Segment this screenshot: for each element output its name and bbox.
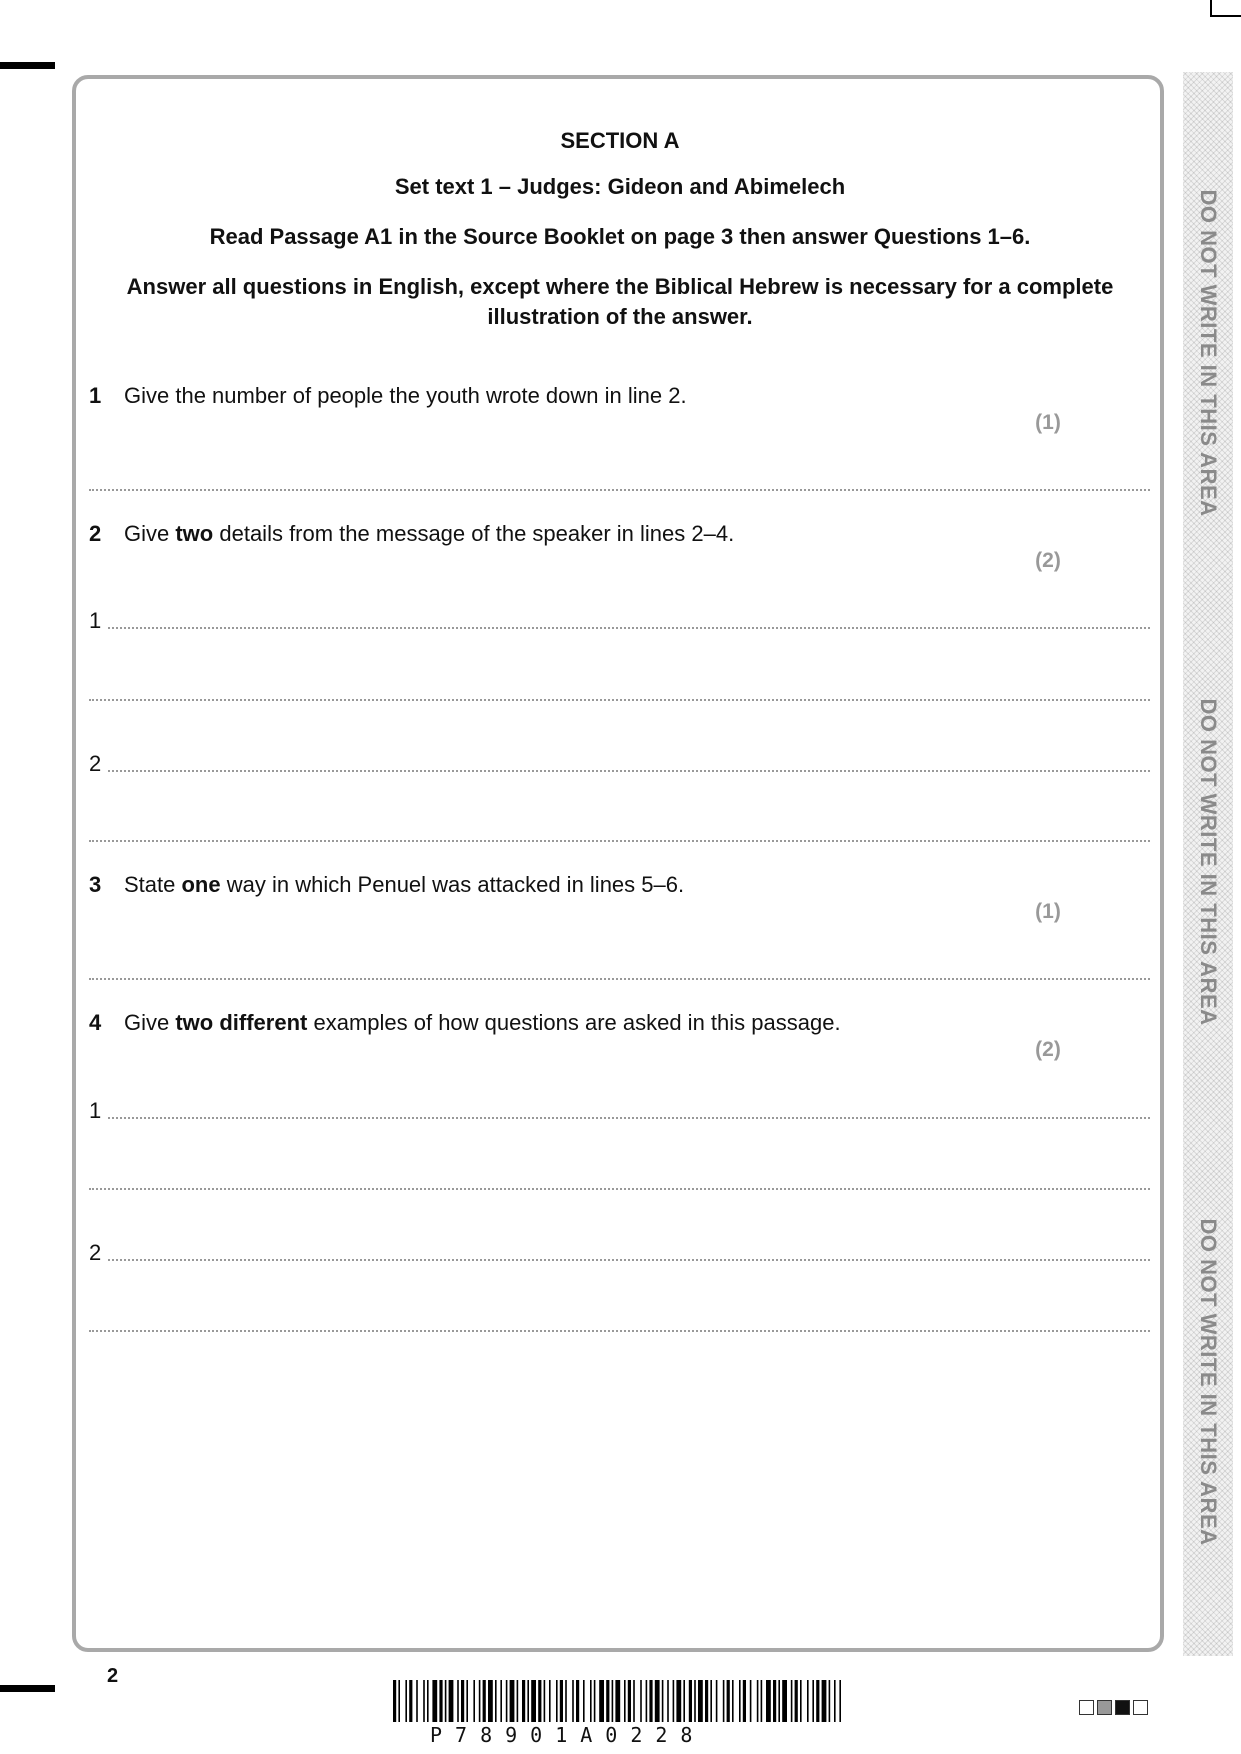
question-3 [89,871,684,899]
barcode-bar [517,1680,519,1722]
barcode-bar [466,1680,468,1722]
answer-line-label: 2 [89,1240,102,1265]
answer-line-label: 2 [89,751,102,776]
barcode-bar [506,1680,508,1722]
barcode-bar [405,1680,407,1722]
barcode-bar [822,1680,827,1722]
answer-line[interactable] [108,1117,1150,1119]
indicator-box [1079,1700,1094,1715]
answer-instruction-line-2: illustration of the answer. [487,304,753,329]
barcode-bar [624,1680,626,1722]
barcode-bar [705,1680,708,1722]
barcode-bar [398,1680,400,1722]
crop-mark-top-right [1210,0,1212,15]
answer-line[interactable] [89,978,1150,980]
barcode-bar [560,1680,563,1722]
barcode-bar [782,1680,787,1722]
barcode-bar [522,1680,525,1722]
barcode-bar [549,1680,551,1722]
barcode-bar [633,1680,635,1722]
barcode-bar [628,1680,631,1722]
barcode-bar [773,1680,776,1722]
question-text-emphasis: two different [175,1010,308,1035]
section-title: SECTION A [560,128,680,153]
barcode-bar [439,1680,442,1722]
barcode-bar [473,1680,475,1722]
barcode-bar [576,1680,579,1722]
indicator-box [1133,1700,1148,1715]
answer-line[interactable] [108,627,1150,629]
question-2 [89,520,734,548]
answer-line-label: 1 [89,608,102,633]
barcode-bar [640,1680,642,1722]
barcode-bar [655,1680,660,1722]
barcode-bar [565,1680,567,1722]
barcode-bar [393,1680,396,1722]
question-number: 4 [89,1010,102,1035]
barcode-bar [683,1680,685,1722]
barcode-bar [761,1680,763,1722]
barcode-bar [449,1680,454,1722]
barcode-bar [816,1680,819,1722]
crop-mark-top-right-h [1210,15,1241,17]
barcode-bar [510,1680,515,1722]
barcode-bar [556,1680,558,1722]
barcode-bar [432,1680,437,1722]
barcode-bar [599,1680,604,1722]
crop-mark-bottom-left [0,1685,55,1692]
barcode-bar [757,1680,759,1722]
barcode-bar [594,1680,596,1722]
barcode-bar [800,1680,802,1722]
barcode-bar [698,1680,703,1722]
barcode-bar [445,1680,447,1722]
barcode-bar [743,1680,746,1722]
answer-line[interactable] [108,1259,1150,1261]
barcode-bar [612,1680,614,1722]
question-number: 1 [89,383,102,408]
page-number: 2 [107,1665,119,1687]
question-text: State [124,872,182,897]
barcode-bar [807,1680,809,1722]
barcode-bar [662,1680,664,1722]
question-number: 3 [89,872,102,897]
answer-line[interactable] [89,840,1150,842]
question-4 [89,1009,841,1037]
barcode-bar [676,1680,681,1722]
answer-line[interactable] [89,489,1150,491]
barcode-bar [483,1680,486,1722]
barcode-bar [795,1680,798,1722]
answer-line[interactable] [89,699,1150,701]
barcode-bar [766,1680,771,1722]
barcode-bar [538,1680,541,1722]
barcode-bar [689,1680,692,1722]
barcode-text: P78901A0228 [430,1723,706,1747]
question-text: way in which Penuel was attacked in lines 5–6. [220,872,685,897]
question-1 [89,382,687,410]
barcode-bar [457,1680,459,1722]
question-text-emphasis: one [181,872,221,897]
barcode-icon [393,1680,843,1722]
question-text: Give [124,1010,176,1035]
marks-badge: (1) [1035,900,1061,923]
barcode-bar [778,1680,780,1722]
barcode-bar [649,1680,652,1722]
barcode-bar [739,1680,741,1722]
answer-line-label: 1 [89,1098,102,1123]
marks-badge: (1) [1035,411,1061,434]
barcode-bar [723,1680,725,1722]
barcode-bar [732,1680,734,1722]
question-text: Give the number of people the youth wrote down in line 2. [124,383,687,408]
barcode-bar [694,1680,696,1722]
question-number: 2 [89,521,102,546]
barcode-bar [572,1680,574,1722]
indicator-box [1115,1700,1130,1715]
read-instruction: Read Passage A1 in the Source Booklet on page 3 then answer Questions 1–6. [209,224,1031,249]
barcode-bar [527,1680,529,1722]
barcode-bar [544,1680,546,1722]
barcode-bar [500,1680,502,1722]
barcode-bar [590,1680,592,1722]
barcode-bar [834,1680,836,1722]
answer-line[interactable] [108,770,1150,772]
barcode-bar [750,1680,752,1722]
marks-badge: (2) [1035,1038,1061,1061]
barcode-bar [423,1680,425,1722]
question-text: examples of how questions are asked in this passage. [307,1010,841,1035]
question-text: Give [124,521,176,546]
barcode-bar [583,1680,585,1722]
barcode-bar [461,1680,464,1722]
barcode-bar [488,1680,493,1722]
indicator-box [1097,1700,1112,1715]
barcode-bar [839,1680,841,1722]
barcode-bar [416,1680,418,1722]
crop-mark-top-left [0,62,55,69]
answer-instruction-line-1: Answer all questions in English, except where the Biblical Hebrew is necessary for a complete [126,274,1114,299]
barcode-bar [409,1680,412,1722]
barcode-bar [829,1680,831,1722]
page-indicator-boxes [1079,1700,1148,1715]
barcode-bar [667,1680,669,1722]
barcode-bar [531,1680,536,1722]
set-text-title: Set text 1 – Judges: Gideon and Abimelech [394,174,846,199]
barcode-bar [710,1680,712,1722]
barcode-bar [791,1680,793,1722]
barcode-bar [615,1680,620,1722]
barcode-bar [606,1680,609,1722]
barcode-bar [646,1680,648,1722]
question-text: details from the message of the speaker in lines 2–4. [213,521,735,546]
barcode-bar [673,1680,675,1722]
question-text-emphasis: two [175,521,214,546]
marks-badge: (2) [1035,549,1061,572]
barcode-bar [495,1680,497,1722]
answer-line[interactable] [89,1188,1150,1190]
barcode-bar [812,1680,814,1722]
answer-line[interactable] [89,1330,1150,1332]
barcode-bar [727,1680,730,1722]
barcode-bar [479,1680,481,1722]
barcode-bar [716,1680,718,1722]
barcode-bar [427,1680,429,1722]
